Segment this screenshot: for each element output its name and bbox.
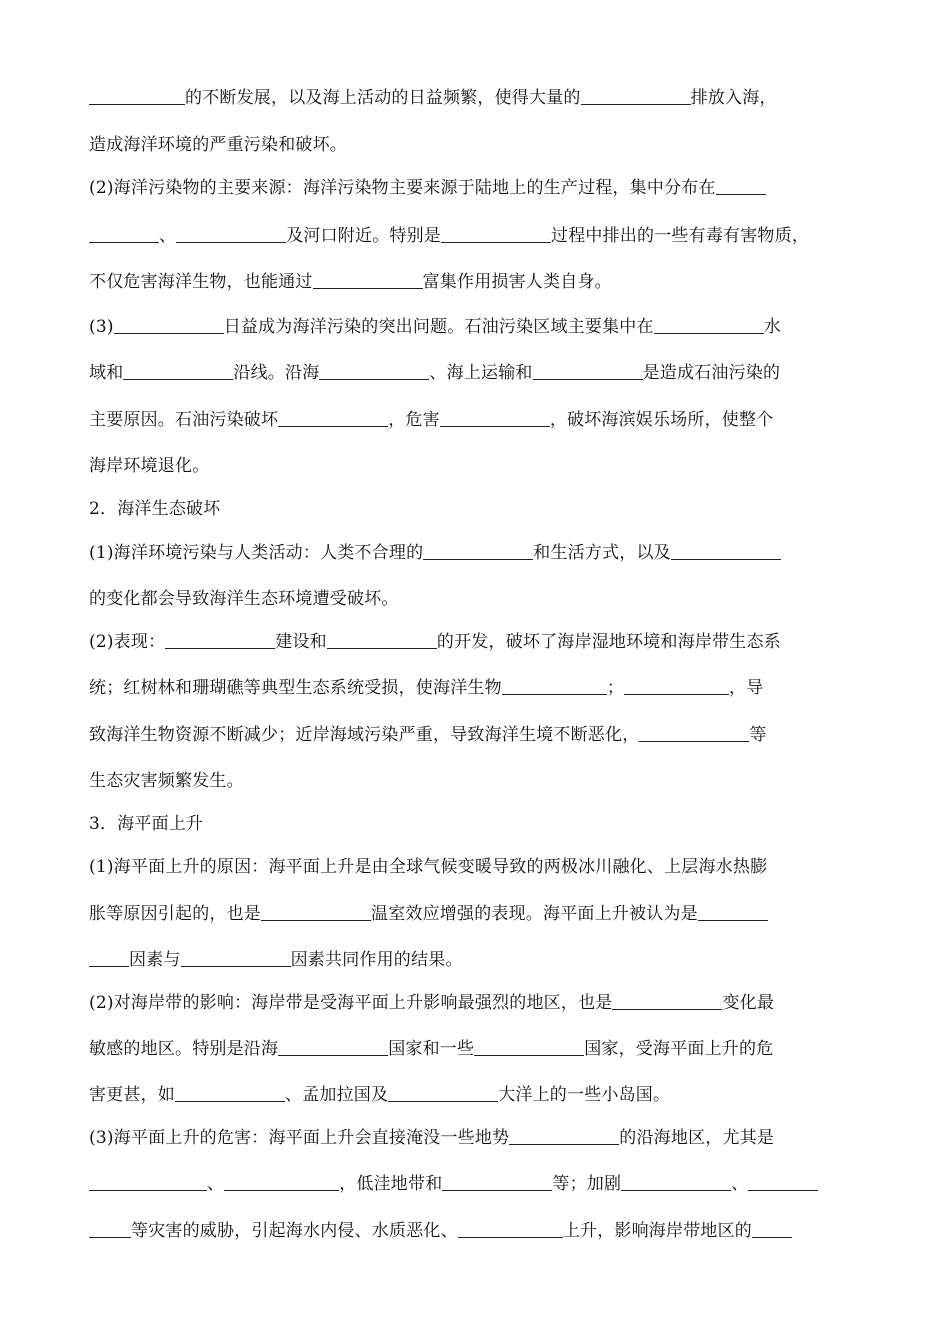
text-line-1: 的不断发展，以及海上活动的日益频繁，使得大量的 排放入海，: [89, 86, 879, 110]
fill-blank[interactable]: [89, 88, 185, 105]
fill-blank[interactable]: [716, 178, 766, 195]
text-line-6: (3) 日益成为海洋污染的突出问题。石油污染区域主要集中在 水: [89, 317, 781, 337]
fill-blank[interactable]: [423, 543, 533, 560]
fill-blank[interactable]: [474, 1039, 584, 1056]
text-line-12: 的变化都会导致海洋生态环境遭受破坏。: [89, 589, 399, 609]
fill-blank[interactable]: [89, 226, 159, 243]
fill-blank[interactable]: [752, 1221, 792, 1238]
fill-blank[interactable]: [624, 678, 729, 695]
text-line-18: (1)海平面上升的原因：海平面上升是由全球气候变暖导致的两极冰川融化、上层海水热膨: [89, 857, 768, 877]
text-line-13: (2)表现： 建设和 的开发，破坏了海岸湿地环境和海岸带生态系: [89, 632, 781, 652]
fill-blank[interactable]: [612, 993, 722, 1010]
text-line-16: 生态灾害频繁发生。: [89, 771, 244, 791]
fill-blank[interactable]: [319, 363, 429, 380]
text-line-7: 域和 沿线。沿海 、海上运输和 是造成石油污染的: [89, 363, 781, 383]
fill-blank[interactable]: [458, 1221, 563, 1238]
text-line-25: 、 ，低洼地带和 等；加剧 、: [89, 1172, 879, 1196]
fill-blank[interactable]: [278, 1039, 388, 1056]
text-line-14: 统；红树林和珊瑚礁等典型生态系统受损，使海洋生物 ； ，导: [89, 678, 764, 698]
fill-blank[interactable]: [224, 1174, 339, 1191]
fill-blank[interactable]: [654, 317, 764, 334]
fill-blank[interactable]: [671, 543, 781, 560]
text-line-4: 、 及河口附近。特别是 过程中排出的一些有毒有害物质，: [89, 224, 879, 248]
fill-blank[interactable]: [114, 317, 224, 334]
fill-blank[interactable]: [89, 1221, 131, 1238]
text-line-11: (1)海洋环境污染与人类活动：人类不合理的 和生活方式，以及: [89, 541, 879, 565]
fill-blank[interactable]: [89, 950, 129, 967]
text-line-19: 胀等原因引起的，也是 温室效应增强的表现。海平面上升被认为是: [89, 902, 879, 926]
section-heading-3: 3．海平面上升: [89, 814, 204, 834]
fill-blank[interactable]: [175, 1085, 285, 1102]
fill-blank[interactable]: [442, 1174, 552, 1191]
text-line-21: (2)对海岸带的影响：海岸带是受海平面上升影响最强烈的地区，也是 变化最: [89, 993, 775, 1013]
fill-blank[interactable]: [313, 272, 423, 289]
text-line-22: 敏感的地区。特别是沿海 国家和一些 国家，受海平面上升的危: [89, 1039, 774, 1059]
fill-blank[interactable]: [176, 226, 286, 243]
fill-blank[interactable]: [748, 1174, 818, 1191]
fill-blank[interactable]: [581, 88, 691, 105]
text-line-9: 海岸环境退化。: [89, 456, 210, 476]
text-line-24: (3)海平面上升的危害：海平面上升会直接淹没一些地势 的沿海地区，尤其是: [89, 1128, 775, 1148]
fill-blank[interactable]: [502, 678, 607, 695]
fill-blank[interactable]: [388, 1085, 498, 1102]
fill-blank[interactable]: [123, 363, 233, 380]
fill-blank[interactable]: [441, 226, 551, 243]
text-line-5: 不仅危害海洋生物，也能通过 富集作用损害人类自身。: [89, 272, 612, 292]
fill-blank[interactable]: [165, 632, 275, 649]
fill-blank[interactable]: [639, 725, 749, 742]
text-line-26: 等灾害的威胁，引起海水内侵、水质恶化、 上升，影响海岸带地区的: [89, 1219, 879, 1243]
fill-blank[interactable]: [698, 904, 768, 921]
text-line-15: 致海洋生物资源不断减少；近岸海域污染严重，导致海洋生境不断恶化， 等: [89, 725, 767, 745]
fill-blank[interactable]: [261, 904, 371, 921]
fill-blank[interactable]: [509, 1128, 619, 1145]
text-line-23: 害更甚，如 、孟加拉国及 大洋上的一些小岛国。: [89, 1085, 671, 1105]
text-line-8: 主要原因。石油污染破坏 ，危害 ，破坏海滨娱乐场所，使整个: [89, 410, 774, 430]
text-line-3: (2)海洋污染物的主要来源：海洋污染物主要来源于陆地上的生产过程，集中分布在: [89, 176, 879, 200]
fill-blank[interactable]: [621, 1174, 731, 1191]
fill-blank[interactable]: [278, 410, 388, 427]
fill-blank[interactable]: [533, 363, 643, 380]
fill-blank[interactable]: [89, 1174, 207, 1191]
text-line-20: 因素与 因素共同作用的结果。: [89, 948, 879, 972]
fill-blank[interactable]: [327, 632, 437, 649]
fill-blank[interactable]: [181, 950, 291, 967]
text-line-2: 造成海洋环境的严重污染和破坏。: [89, 135, 347, 155]
fill-blank[interactable]: [440, 410, 550, 427]
section-heading-2: 2．海洋生态破坏: [89, 499, 221, 519]
